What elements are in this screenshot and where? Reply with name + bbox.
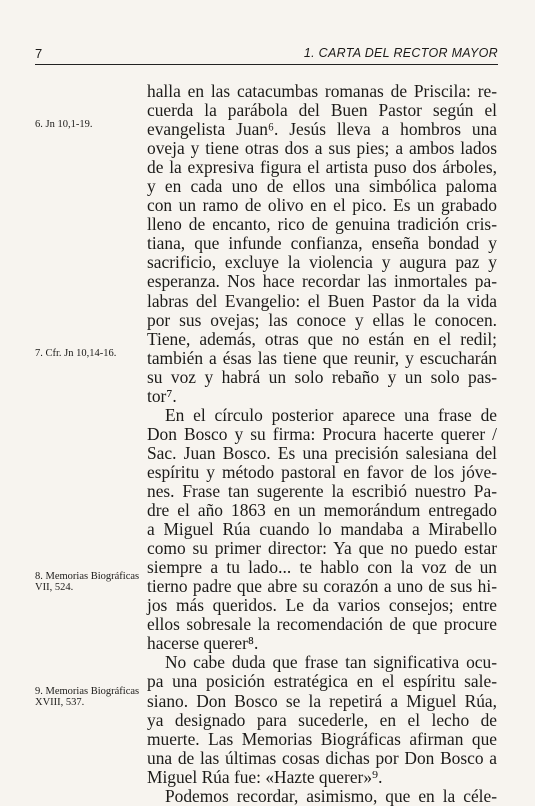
body-line: espíritu y método pastoral en favor de los jóve- (147, 461, 497, 482)
body-line: cuerda la parábola del Buen Pastor según el (147, 100, 497, 121)
running-title: 1. CARTA DEL RECTOR MAYOR (303, 46, 498, 60)
body-line: Miguel Rúa fue: «Hazte querer»⁹. (147, 766, 383, 787)
header-rule (35, 64, 498, 65)
footnote-line: 8. Memorias Biográficas (35, 571, 140, 582)
body-line: evangelista Juan⁶. Jesús lleva a hombros una (147, 119, 497, 140)
body-line: como su primer director: Ya que no puedo estar (147, 538, 497, 559)
body-line: ya designado para sucederle, en el lecho de (147, 709, 497, 730)
body-line: con un ramo de olivo en el pico. Es un grabado (147, 195, 497, 216)
body-line: esperanza. Nos hace recordar las inmortales pa- (147, 271, 497, 292)
body-line: su voz y habrá un solo rebaño y un solo pas- (147, 366, 497, 387)
body-line: halla en las catacumbas romanas de Priscila: re- (147, 81, 497, 101)
footnote-line: 6. Jn 10,1-19. (35, 119, 93, 130)
footnote-8 (35, 571, 143, 593)
body-line: lleno de encanto, rico de genuina tradición cris- (147, 214, 497, 235)
body-line: muerte. Las Memorias Biográficas afirman que (147, 728, 497, 749)
body-line: Sac. Juan Bosco. Es una precisión salesiana del (147, 442, 497, 463)
footnote-7 (35, 348, 143, 359)
body-line: dre el año 1863 en un memorándum entregado (147, 500, 497, 521)
paragraph-first-line: No cabe duda que frase tan significativa ocu- (165, 652, 497, 673)
footnote-6 (35, 119, 143, 130)
body-line: y en cada uno de ellos una simbólica paloma (147, 176, 497, 197)
body-line: nes. Frase tan sugerente la escribió nuestro Pa- (147, 480, 497, 501)
body-line: tor⁷. (147, 385, 177, 406)
body-line: jos más queridos. Le da varios consejos; entre (147, 595, 497, 616)
paragraph-first-line: Podemos recordar, asimismo, que en la céle- (165, 785, 497, 806)
body-line: labras del Evangelio: el Buen Pastor da la vida (147, 290, 497, 311)
body-line: sacrificio, excluye la violencia y augura paz y (147, 252, 497, 273)
body-line: ellos sobresale la recomendación de que procure (147, 614, 497, 635)
body-line: pa una posición estratégica en el espíritu sale- (147, 671, 497, 692)
footnote-line: 7. Cfr. Jn 10,14-16. (35, 348, 117, 359)
body-line: tierno padre que abre su corazón a uno de sus hi- (147, 576, 497, 597)
body-line: tiana, que infunde confianza, enseña bondad y (147, 233, 497, 254)
page-number: 7 (35, 46, 43, 61)
footnote-line: XVIII, 537. (35, 697, 85, 708)
body-text (147, 82, 497, 806)
body-line: siano. Don Bosco se la repetirá a Miguel Rúa, (147, 690, 497, 711)
body-line: Don Bosco y su firma: Procura hacerte querer / (147, 423, 497, 444)
body-line: también a ésas las tiene que reunir, y escucharán (147, 347, 497, 368)
body-line: a Miguel Rúa cuando lo mandaba a Mirabello (147, 519, 497, 540)
body-line: una de las últimas cosas dichas por Don Bosco a (147, 747, 497, 768)
paragraph-first-line: En el círculo posterior aparece una frase de (165, 404, 497, 425)
footnote-9 (35, 686, 143, 708)
body-line: de la expresiva figura el artista puso dos árboles, (147, 157, 497, 178)
footnote-line: VII, 524. (35, 582, 74, 593)
body-line: siempre a tu lado... te hablo con la voz de un (147, 557, 497, 578)
body-line: oveja y tiene otras dos a sus pies; a ambos lados (147, 138, 497, 159)
body-line: hacerse querer⁸. (147, 633, 259, 654)
body-line: Tiene, además, otras que no están en el redil; (147, 328, 497, 349)
body-line: por sus ovejas; las conoce y ellas le conocen. (147, 309, 497, 330)
footnote-line: 9. Memorias Biográficas (35, 686, 140, 697)
